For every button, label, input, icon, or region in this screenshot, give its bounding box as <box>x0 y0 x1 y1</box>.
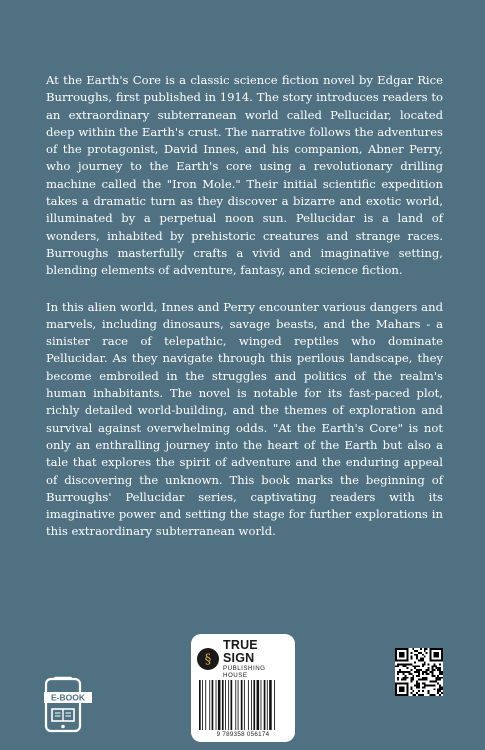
ebook-label: E-BOOK <box>51 692 85 703</box>
back-cover-blurb <box>46 72 443 560</box>
isbn-number: 9 789358 056174 <box>216 731 270 738</box>
barcode-graphic <box>198 680 288 730</box>
qr-code-icon <box>395 648 443 696</box>
blurb-paragraph-2: In this alien world, Innes and Perry encounter various dangers and marvels, including dinosaurs, savage beasts, and the Mahars - a sinister race of telepathic, winged reptiles who dominate Pellucidar. As they navigate through this perilous landscape, they become embroiled in the struggles and politics of the realm's human inhabitants. The novel is notable for its fast-paced plot, richly detailed world-building, and the themes of exploration and survival against overwhelming odds. "At the Earth's Core" is not only an enthralling journey into the heart of the Earth but also a tale that explores the spirit of adventure and the enduring appeal of discovering the unknown. This book marks the beginning of Burroughs' Pellucidar series, captivating readers with its imaginative power and setting the stage for further explorations in this extraordinary subterranean world. <box>46 299 443 539</box>
publisher-name: TRUE SIGN <box>223 638 258 665</box>
publisher-logo-icon: § <box>197 648 219 670</box>
ebook-icon <box>44 676 92 734</box>
blurb-paragraph-1: At the Earth's Core is a classic science fiction novel by Edgar Rice Burroughs, first published in 1914. The story introduces readers to an extraordinary subterranean world called Pellucidar, located deep within the Earth's crust. The narrative follows the adventures of the protagonist, David Innes, and his companion, Abner Perry, who journey to the Earth's core using a revolutionary drilling machine called the "Iron Mole." Their initial scientific expedition takes a dramatic turn as they discover a bizarre and exotic world, illuminated by a perpetual noon sun. Pellucidar is a land of wonders, inhabited by prehistoric creatures and strange races. Burroughs masterfully crafts a vivid and imaginative setting, blending elements of adventure, fantasy, and science fiction. <box>46 73 443 278</box>
publisher-logo <box>197 638 289 679</box>
publisher-subtitle: PUBLISHING HOUSE <box>223 665 266 679</box>
publisher-barcode-block <box>191 634 295 742</box>
